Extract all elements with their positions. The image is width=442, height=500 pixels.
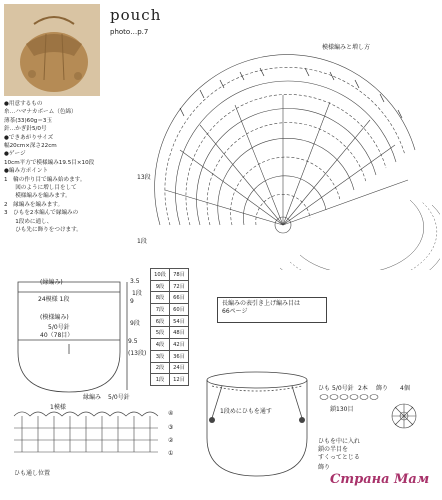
- pouch-sketch: [192, 368, 322, 480]
- round-crochet-chart: [140, 50, 440, 270]
- row-number: 5段: [151, 327, 170, 339]
- deco-count: 4個: [400, 385, 410, 392]
- table-row: [151, 350, 189, 362]
- stitch-count: 54目: [170, 315, 189, 327]
- size-heading: ●できあがりサイズ: [4, 134, 54, 141]
- gauge-heading: ●ゲージ: [4, 151, 26, 158]
- edging-chart: [12, 408, 162, 466]
- edging-row-mark: ④: [168, 410, 174, 417]
- hook-text: 針…かぎ針5/0号: [4, 126, 47, 133]
- stitch-count: 66目: [170, 292, 189, 304]
- row-number: 8段: [151, 292, 170, 304]
- bag-edging-label: (縁編み): [40, 279, 63, 286]
- depth-b: 9.5: [128, 338, 138, 345]
- point-line: 2 縁編みを編みます。: [4, 201, 64, 208]
- cord-position-label: ひも通し位置: [14, 470, 51, 477]
- stitch-count: 24目: [170, 362, 189, 374]
- table-row: [151, 374, 189, 386]
- stitch-count: 48目: [170, 327, 189, 339]
- rows-b: 9段: [130, 320, 140, 327]
- photo-reference: photo…p.7: [110, 28, 149, 36]
- stitch-count: 60目: [170, 304, 189, 316]
- edging-rows: 1段: [132, 290, 142, 297]
- yarn-detail: 薄茶(33)60g＝3玉: [4, 117, 53, 124]
- bag-stitches-bottom: 40（78目）: [40, 332, 74, 339]
- bag-pattern-label: (模様編み): [40, 314, 69, 321]
- row-number: 9段: [151, 280, 170, 292]
- info-block: [4, 100, 134, 235]
- points-heading: ●編み方ポイント: [4, 168, 49, 175]
- yarn-text: 糸…ハマナカボーム（色綿）: [4, 109, 77, 116]
- pattern-title: pouch: [110, 6, 162, 24]
- watermark: Страна Мам: [330, 472, 430, 487]
- edging-row-mark: ②: [168, 437, 174, 444]
- stitch-count: 12目: [170, 374, 189, 386]
- row-number: 7段: [151, 304, 170, 316]
- row-number: 4段: [151, 339, 170, 351]
- bag-hook-label: 5/0号針: [48, 324, 70, 331]
- legend-page: 66ページ: [222, 308, 248, 315]
- deco-small-label: 飾り: [318, 464, 331, 471]
- cord-chain-chart: [318, 392, 388, 402]
- round-chart-rows: 13段: [137, 174, 151, 181]
- round-chart-first-row: 1段: [137, 238, 147, 245]
- edging-pattern-label: 1模様: [50, 404, 66, 411]
- knot-note: ひもを中に入れ: [318, 438, 361, 445]
- point-line: 3 ひもを2本編んで縁編みの: [4, 210, 79, 217]
- cord-hook: 5/0号針: [332, 385, 354, 392]
- bag-stitches-top: 24模様 1段: [38, 296, 70, 303]
- edging-title: 縁編み: [83, 394, 102, 401]
- table-row: [151, 362, 189, 374]
- round-chart-title: 模様編みと増し方: [322, 44, 371, 51]
- pouch-photo: [4, 4, 100, 96]
- materials-heading: ●用意するもの: [4, 101, 43, 107]
- cord-title: ひも: [318, 385, 331, 392]
- stitch-count: 42目: [170, 339, 189, 351]
- row-number: 1段: [151, 374, 170, 386]
- stitch-legend: [217, 297, 327, 323]
- stitch-count: 72目: [170, 280, 189, 292]
- row-number: 2段: [151, 362, 170, 374]
- table-row: [151, 327, 189, 339]
- cord-count: 2本: [358, 385, 368, 392]
- deco-title: 飾り: [376, 385, 389, 392]
- point-line: 図のように増し目をして: [4, 185, 77, 192]
- edging-row-mark: ③: [168, 424, 174, 431]
- edging-row-mark: ①: [168, 450, 174, 457]
- table-row: [151, 339, 189, 351]
- knot-note: すくってとじる: [318, 454, 360, 461]
- table-row: [151, 304, 189, 316]
- knot-note: 鎖の半目を: [318, 446, 349, 453]
- depth-a: 3.5: [130, 278, 140, 285]
- edging-hook: 5/0号針: [108, 394, 130, 401]
- point-line: ひも先に飾りをつけます。: [4, 227, 82, 234]
- row-number: 6段: [151, 315, 170, 327]
- row-number: 10段: [151, 269, 170, 281]
- legend-line: 長編みの表引き上げ編み目は: [222, 300, 301, 307]
- point-line: 1段めに通し、: [4, 218, 53, 225]
- size-text: 幅20cm×深さ22cm: [4, 143, 57, 150]
- thread-note: 1段めにひもを通す: [220, 408, 272, 415]
- gauge-text: 10cm平方で模様編み19.5目×10段: [4, 159, 95, 166]
- deco-motif-chart: [384, 396, 424, 436]
- cord-chain-count: 鎖130目: [330, 406, 354, 413]
- table-row: [151, 280, 189, 292]
- table-row: [151, 315, 189, 327]
- stitch-count: 78目: [170, 269, 189, 281]
- table-row: [151, 292, 189, 304]
- table-row: [151, 269, 189, 281]
- stitch-count: 36目: [170, 350, 189, 362]
- point-line: 1 輪の作り目で編み始めます。: [4, 176, 86, 183]
- stitch-count-table: [150, 268, 189, 386]
- row-number: 3段: [151, 350, 170, 362]
- depth-c: 9: [130, 298, 134, 305]
- point-line: 模様編みを編みます。: [4, 193, 71, 200]
- rows-c: (13段): [128, 350, 147, 357]
